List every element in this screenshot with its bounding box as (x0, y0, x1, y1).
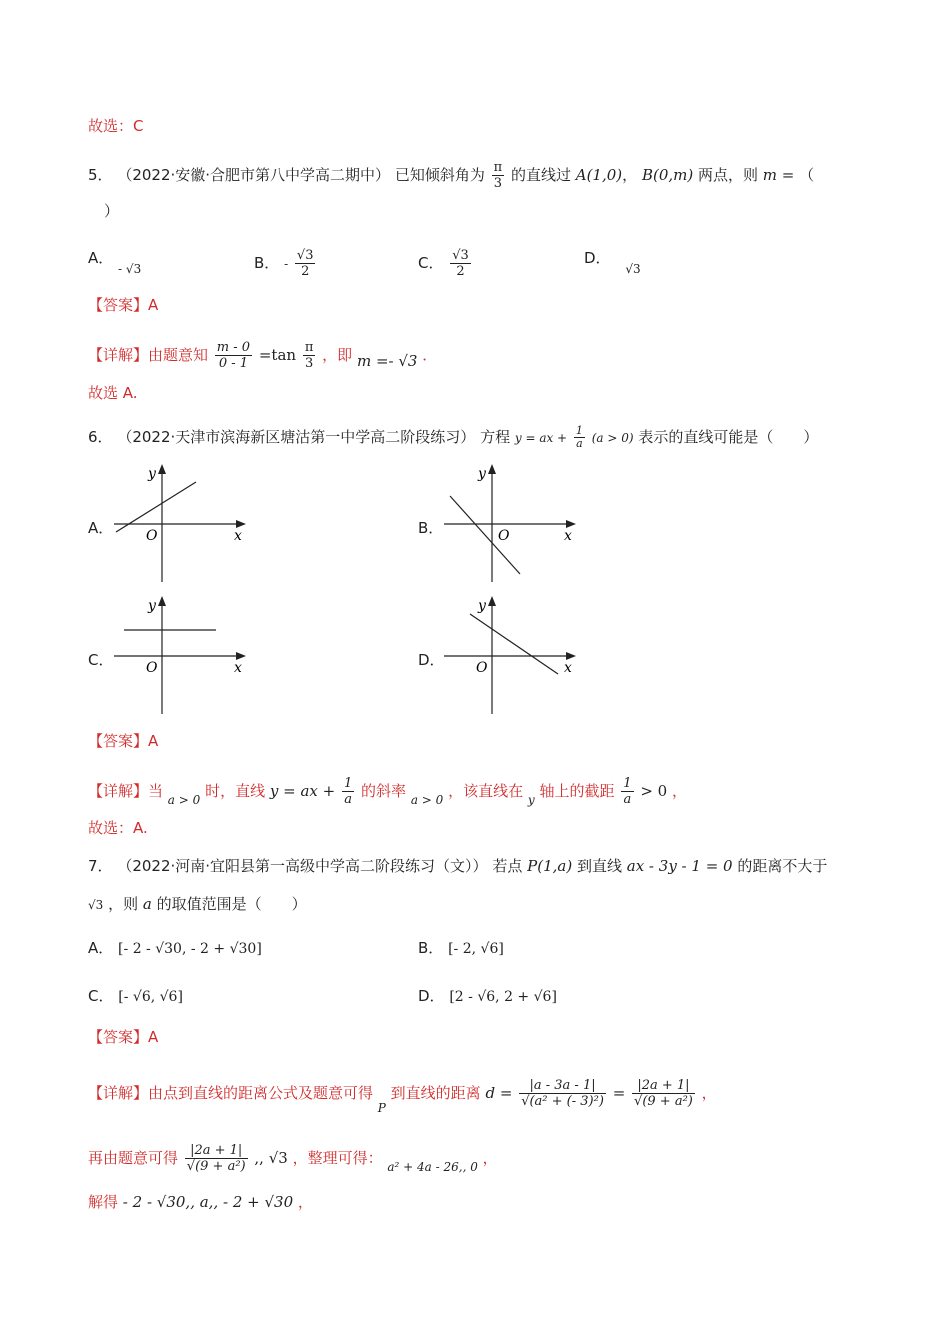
q7-stem (88, 856, 827, 876)
q7-ineq-frac: $\frac{|2a + 1|}{\text{√(9 + a²)}}$ (186, 1143, 246, 1174)
q7-detail-p: P (377, 1101, 386, 1115)
origin-label: O (146, 528, 158, 544)
q5-stem-a: 已知倾斜角为 (394, 166, 485, 184)
q7-detail (88, 1078, 717, 1115)
q7-option-a-value: [- 2 - √30, - 2 + √30] (118, 941, 262, 957)
q5-option-a-value: - √3 (118, 262, 142, 276)
q6-option-d-label[interactable]: D． (418, 651, 445, 669)
q5-detail-eq: =tan (258, 346, 297, 364)
q7-d-eq-2: = (612, 1084, 626, 1102)
q7-d-var: d (485, 1084, 496, 1102)
q5-detail-end: ． (422, 346, 438, 364)
q5-option-c-frac: $\frac{√3}{2}$ (452, 248, 469, 279)
q6-option-b-label[interactable]: B． (418, 519, 444, 537)
y-label: y (478, 466, 486, 482)
option-label: A． (88, 249, 114, 267)
q5-paren-close: ） (104, 202, 120, 220)
q5-number: 5． (88, 166, 113, 184)
origin-label: O (498, 528, 510, 544)
q6-number: 6． (88, 428, 113, 446)
q6-line-eq: y = ax + (269, 782, 336, 800)
q7-detail-b: 到直线的距离 (390, 1084, 481, 1102)
q7-stem-a: 若点 (492, 857, 523, 875)
q7-option-d-value: [2 - √6, 2 + √6] (449, 989, 557, 1005)
q5-option-d[interactable] (584, 248, 641, 276)
q6-detail-c: 的斜率 (361, 782, 407, 800)
q7-answer: 【答案】A (88, 1028, 159, 1046)
q5-answer: 【答案】A (88, 296, 159, 314)
q6-detail-b: 时，直线 (205, 782, 266, 800)
q7-quad: a² + 4a - 26,, 0 (387, 1160, 478, 1174)
q6-stem-a: 方程 (480, 428, 511, 446)
q5-sep: ， (622, 166, 638, 184)
q6-eq-frac: $\frac{1}{a}$ (575, 424, 583, 450)
q6-graph-b[interactable] (440, 462, 580, 584)
q5-detail-result: m =- √3 (356, 352, 418, 370)
option-label: B． (418, 939, 444, 957)
x-axis-arrow-icon (236, 652, 246, 660)
q5-detail (88, 340, 437, 371)
q6-answer: 【答案】A (88, 732, 159, 750)
prev-conclusion: 故选：C (88, 117, 144, 135)
option-label: D． (584, 249, 611, 267)
x-label: x (234, 528, 242, 544)
q5-stem-c: 两点，则 (698, 166, 759, 184)
q7-solve-end: ， (297, 1193, 313, 1211)
option-label: C． (418, 254, 444, 272)
y-label: y (148, 466, 156, 482)
q7-solve-range: - 2 - √30,, a,, - 2 + √30 (122, 1193, 294, 1211)
q6-graph-c[interactable] (110, 594, 250, 716)
q7-step2 (88, 1143, 498, 1174)
graph-line (450, 496, 520, 574)
q6-option-c-label[interactable]: C． (88, 651, 114, 669)
origin-label: O (476, 660, 488, 676)
q5-option-b[interactable] (254, 248, 317, 279)
q6-stem-b: 表示的直线可能是（ ） (638, 428, 819, 446)
y-label: y (148, 598, 156, 614)
q5-point-b: B(0,m) (641, 166, 694, 184)
q6-source: （2022·天津市滨海新区塘沽第一中学高二阶段练习） (117, 428, 476, 446)
q7-option-b[interactable] (418, 938, 504, 959)
q5-option-d-value: √3 (625, 262, 641, 276)
q6-detail-e: 轴上的截距 (539, 782, 615, 800)
q7-var: a (142, 895, 152, 913)
x-label: x (234, 660, 242, 676)
q7-d-end: ， (701, 1084, 717, 1102)
x-axis-arrow-icon (236, 520, 246, 528)
q5-point-a: A(1,0) (575, 166, 623, 184)
q6-int-rel: > 0 (640, 782, 668, 800)
y-axis-arrow-icon (158, 464, 166, 474)
q5-option-a[interactable] (88, 248, 142, 276)
q7-step2-b: ，整理可得： (292, 1149, 383, 1167)
q7-bound: √3 (88, 898, 104, 912)
q7-step2-a: 再由题意可得 (88, 1149, 179, 1167)
q6-axis-word: y (527, 793, 535, 807)
q5-stem (88, 160, 814, 191)
q7-stem-2 (88, 894, 307, 915)
q7-number: 7． (88, 857, 113, 875)
q7-point: P(1,a) (527, 857, 573, 875)
q7-d-eq: = (499, 1084, 513, 1102)
q7-step2-end: ， (482, 1149, 498, 1167)
q7-d-frac1: $\frac{|a - 3a - 1|}{\text{√(a² + (- 3)²)}}$ (521, 1078, 604, 1109)
y-axis-arrow-icon (488, 464, 496, 474)
x-axis-arrow-icon (566, 652, 576, 660)
q7-stem-c: 的距离不大于 (737, 857, 828, 875)
q6-graph-a[interactable] (110, 462, 250, 584)
q7-option-a[interactable] (88, 938, 262, 959)
option-label: B． (254, 254, 280, 272)
q7-stem-e: 的取值范围是（ ） (156, 895, 307, 913)
q7-line: ax - 3y - 1 = 0 (626, 857, 733, 875)
q6-detail (88, 776, 687, 807)
q6-detail-a: 【详解】当 (88, 782, 164, 800)
q5-detail-head: 【详解】由题意知 (88, 346, 209, 364)
q7-stem-b: 到直线 (576, 857, 622, 875)
x-label: x (564, 660, 572, 676)
q6-eq-cond: (a > 0) (591, 431, 634, 445)
q5-option-b-sign: - (284, 257, 289, 271)
q5-source: （2022·安徽·合肥市第八中学高二期中） (117, 166, 391, 184)
y-label: y (478, 598, 486, 614)
q7-source: （2022·河南·宜阳县第一高级中学高二阶段练习（文）） (117, 857, 488, 875)
q7-option-c-value: [- √6, √6] (118, 989, 183, 1005)
origin-label: O (146, 660, 158, 676)
y-axis-arrow-icon (158, 596, 166, 606)
q5-detail-tan-frac: $\frac{\pi}{3}$ (304, 340, 314, 371)
q6-stem (88, 425, 818, 450)
q6-slope: a > 0 (410, 793, 444, 807)
q5-option-c[interactable] (418, 248, 473, 279)
q5-detail-frac: $\frac{m - 0}{0 - 1}$ (216, 340, 251, 371)
y-axis-arrow-icon (488, 596, 496, 606)
option-label: D． (418, 987, 445, 1005)
q7-solve-a: 解得 (88, 1193, 119, 1211)
q5-target: m = (762, 166, 795, 184)
q6-detail-end: ， (671, 782, 687, 800)
q6-detail-d: ，该直线在 (448, 782, 524, 800)
q6-graph-d[interactable] (440, 594, 580, 716)
q5-stem-b: 的直线过 (510, 166, 571, 184)
q7-option-d[interactable] (418, 986, 557, 1007)
q5-conclusion: 故选 A. (88, 384, 138, 402)
q7-ineq-rel: ,, √3 (254, 1149, 288, 1167)
q5-angle-frac: $\frac{\pi}{3}$ (493, 160, 503, 191)
q7-option-c[interactable] (88, 986, 183, 1007)
q7-detail-a: 【详解】由点到直线的距离公式及题意可得 (88, 1084, 374, 1102)
q5-option-b-frac: $\frac{√3}{2}$ (296, 248, 314, 279)
q7-stem-d: ，则 (108, 895, 139, 913)
q7-d-frac2: $\frac{|2a + 1|}{\text{√(9 + a²)}}$ (634, 1078, 693, 1109)
q5-detail-mid: ，即 (322, 346, 353, 364)
q7-solve (88, 1192, 313, 1212)
q6-conclusion: 故选：A. (88, 819, 148, 837)
x-label: x (564, 528, 572, 544)
option-label: A． (88, 939, 114, 957)
q6-int-frac: $\frac{1}{a}$ (623, 776, 632, 807)
x-axis-arrow-icon (566, 520, 576, 528)
q6-option-a-label[interactable]: A． (88, 519, 114, 537)
q6-line-frac: $\frac{1}{a}$ (343, 776, 353, 807)
q6-cond: a > 0 (167, 793, 201, 807)
q5-paren-open: （ (799, 166, 815, 184)
q6-eq-lhs: y = ax + (514, 431, 568, 445)
option-label: C． (88, 987, 114, 1005)
q7-option-b-value: [- 2, √6] (448, 941, 504, 957)
